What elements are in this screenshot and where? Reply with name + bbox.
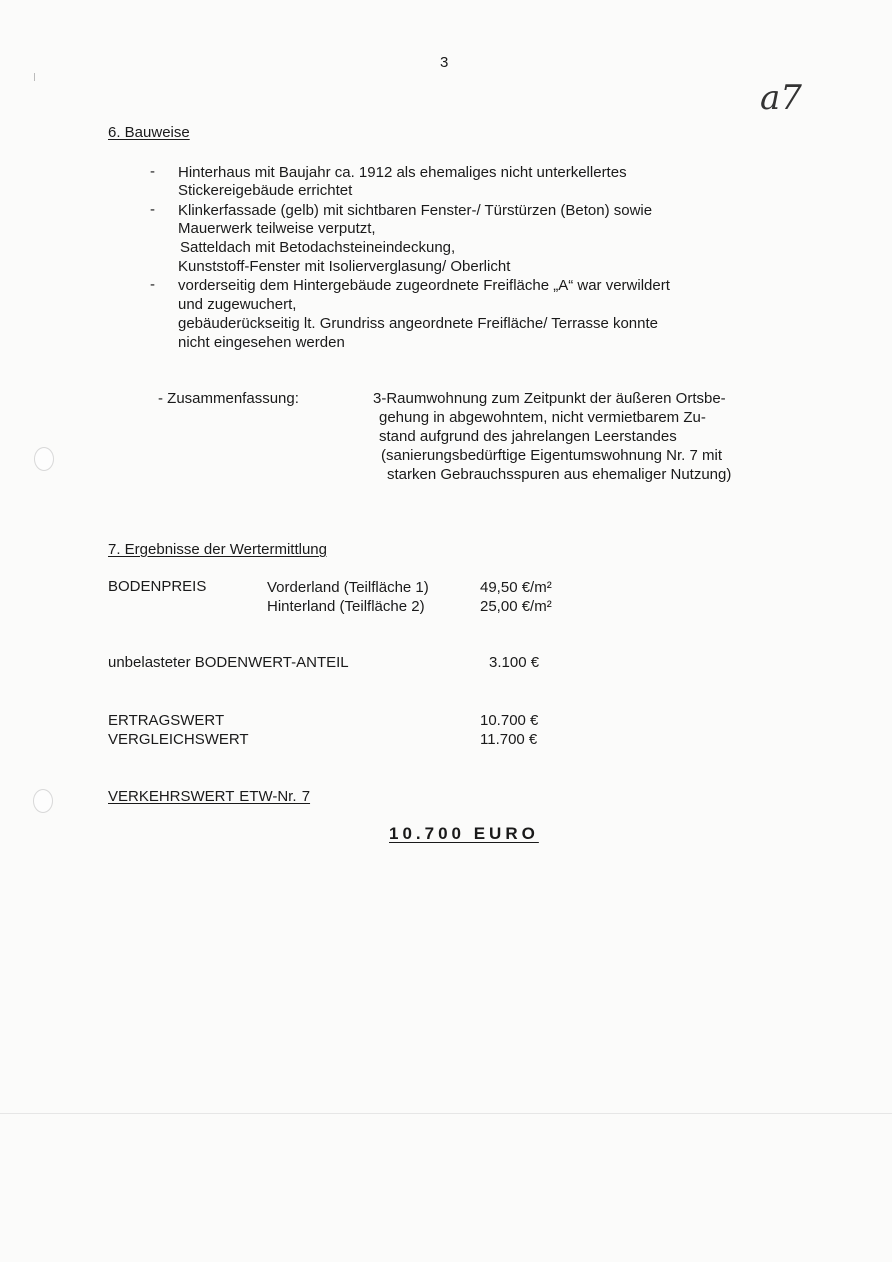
summary-line: stand aufgrund des jahrelangen Leerstandes	[379, 428, 677, 445]
bodenpreis-label: BODENPREIS	[108, 578, 207, 595]
bodenwert-value: 3.100 €	[489, 654, 540, 671]
ertragswert-value: 10.700 €	[480, 712, 539, 729]
bullet-text-line: gebäuderückseitig lt. Grundriss angeordnete Freifläche/ Terrasse konnte	[178, 315, 658, 332]
bullet-text-line: Satteldach mit Betodachsteineindeckung,	[180, 239, 456, 256]
bodenpreis-row-value: 49,50 €/m²	[480, 579, 552, 596]
summary-label: - Zusammenfassung:	[158, 390, 299, 407]
bullet-text-line: und zugewuchert,	[178, 296, 297, 313]
verkehrswert-label: VERKEHRSWERT ETW-Nr. 7	[108, 788, 311, 805]
bullet-dash: -	[150, 163, 155, 180]
summary-line: 3-Raumwohnung zum Zeitpunkt der äußeren Ortsbe-	[373, 390, 726, 407]
summary-line: (sanierungsbedürftige Eigentumswohnung Nr. 7 mit	[381, 447, 723, 464]
bullet-dash: -	[150, 201, 155, 218]
bullet-text-line: Kunststoff-Fenster mit Isolierverglasung/ Oberlicht	[178, 258, 511, 275]
bullet-text-line: Klinkerfassade (gelb) mit sichtbaren Fenster-/ Türstürzen (Beton) sowie	[178, 202, 653, 219]
punch-hole-top	[34, 447, 54, 471]
verkehrswert-value: 10.700 EURO	[389, 824, 539, 843]
fold-line	[0, 1113, 892, 1114]
scan-mark	[34, 73, 35, 81]
punch-hole-bottom	[33, 789, 53, 813]
page-number: 3	[440, 54, 449, 71]
vergleichswert-value: 11.700 €	[480, 731, 538, 748]
bullet-dash: -	[150, 276, 155, 293]
section-heading-bauweise: 6. Bauweise	[108, 124, 190, 141]
bullet-text-line: vorderseitig dem Hintergebäude zugeordnete Freifläche „A“ war verwildert	[178, 277, 670, 294]
handwritten-annotation: a7	[760, 78, 802, 118]
section-heading-wertermittlung: 7. Ergebnisse der Wertermittlung	[108, 541, 327, 558]
bodenpreis-row-label: Vorderland (Teilfläche 1)	[267, 579, 429, 596]
bullet-text-line: Mauerwerk teilweise verputzt,	[178, 220, 376, 237]
bullet-text-line: nicht eingesehen werden	[178, 334, 345, 351]
bullet-text-line: Stickereigebäude errichtet	[178, 182, 353, 199]
ertragswert-label: ERTRAGSWERT	[108, 712, 225, 729]
bodenpreis-row-label: Hinterland (Teilfläche 2)	[267, 598, 425, 615]
summary-line: gehung in abgewohntem, nicht vermietbarem Zu-	[379, 409, 706, 426]
summary-line: starken Gebrauchsspuren aus ehemaliger Nutzung)	[387, 466, 732, 483]
bodenwert-label: unbelasteter BODENWERT-ANTEIL	[108, 654, 349, 671]
vergleichswert-label: VERGLEICHSWERT	[108, 731, 249, 748]
bodenpreis-row-value: 25,00 €/m²	[480, 598, 552, 615]
bullet-text-line: Hinterhaus mit Baujahr ca. 1912 als ehemaliges nicht unterkellertes	[178, 164, 627, 181]
